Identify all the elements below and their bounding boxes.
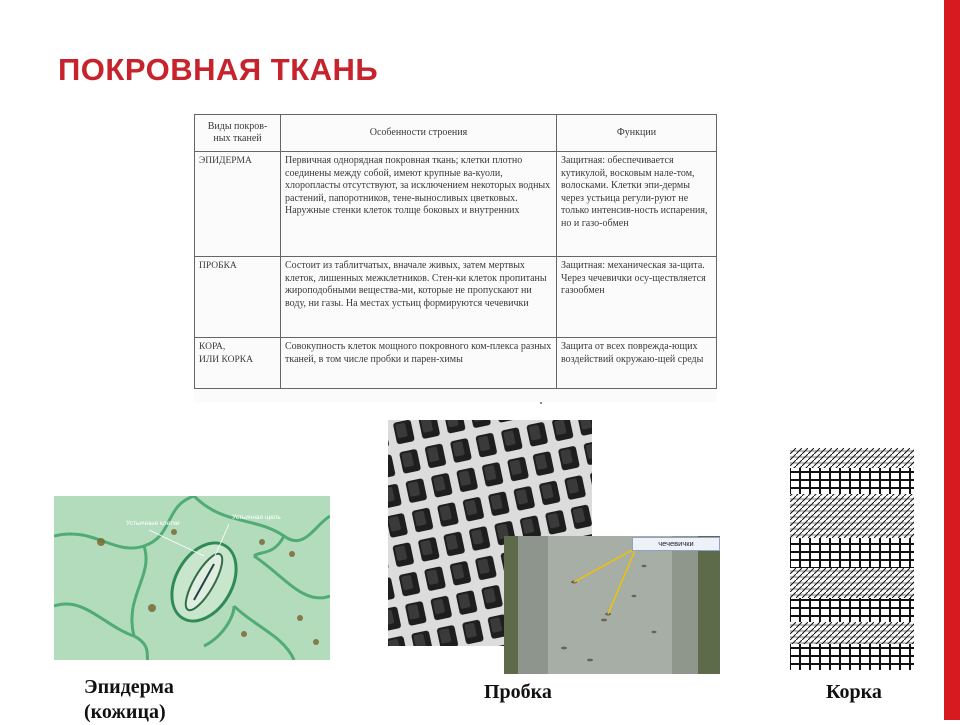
cell-structure: Первичная однорядная покровная ткань; клетки плотно соединены между собой, имеют крупные ва-куоли, хлоропласты отсутствуют, за исключением некоторых водных растений, папоротников, тене-выносливых цветковых. Наружные стенки клеток толще боковых и внутренних: [281, 152, 557, 257]
header-cell: Особенности строения: [281, 115, 557, 152]
korka-drawing: [790, 448, 914, 670]
cell-function: Защитная: механическая за-щита. Через чечевички осу-ществляется газообмен: [557, 257, 717, 338]
cell-function: Защита от всех поврежда-ющих воздействий окружаю-щей среды: [557, 338, 717, 389]
epidermis-illustration: [54, 496, 330, 660]
scan-speck: [540, 402, 542, 404]
slide-title: ПОКРОВНАЯ ТКАНЬ: [58, 52, 379, 87]
cell-structure: Совокупность клеток мощного покровного ком-плекса разных тканей, в том числе пробки и парен-химы: [281, 338, 557, 389]
table-row: [195, 338, 717, 389]
table-row: [195, 257, 717, 338]
accent-bar: [944, 0, 960, 720]
caption-korka: Корка: [826, 681, 882, 703]
caption-epidermis: Эпидерма (кожица): [84, 676, 174, 723]
bark-illustration: [504, 536, 720, 674]
cell-function: Защитная: обеспечивается кутикулой, восковым нале-том, волосками. Клетки эпи-дермы через устьица регули-руют не только интенсив-ность испарения, но и газо-обмен: [557, 152, 717, 257]
tissue-table-scan: [194, 114, 716, 402]
lenticels-label: чечевички: [632, 537, 720, 551]
korka-illustration: [790, 448, 914, 670]
guard-cells-label: Устьичные клетки: [126, 520, 180, 527]
header-cell: Виды покров- ных тканей: [195, 115, 281, 152]
tissue-table: [194, 114, 717, 389]
table-row: [195, 152, 717, 257]
stoma-label: Устьичная щель: [232, 514, 281, 521]
cell-structure: Состоит из таблитчатых, вначале живых, затем мертвых клеток, лишенных межклетников. Стен-ки клеток пропитаны жироподобными вещества-ми, которые не пропускают ни воду, ни газы. На местах устьиц формируются чечевички: [281, 257, 557, 338]
table-header-row: [195, 115, 717, 152]
caption-cork: Пробка: [484, 681, 552, 703]
header-cell: Функции: [557, 115, 717, 152]
cell-type: ЭПИДЕРМА: [195, 152, 281, 257]
bark-photo: [504, 536, 720, 674]
cell-type: КОРА, ИЛИ КОРКА: [195, 338, 281, 389]
cell-type: ПРОБКА: [195, 257, 281, 338]
epidermis-photo: [54, 496, 330, 660]
